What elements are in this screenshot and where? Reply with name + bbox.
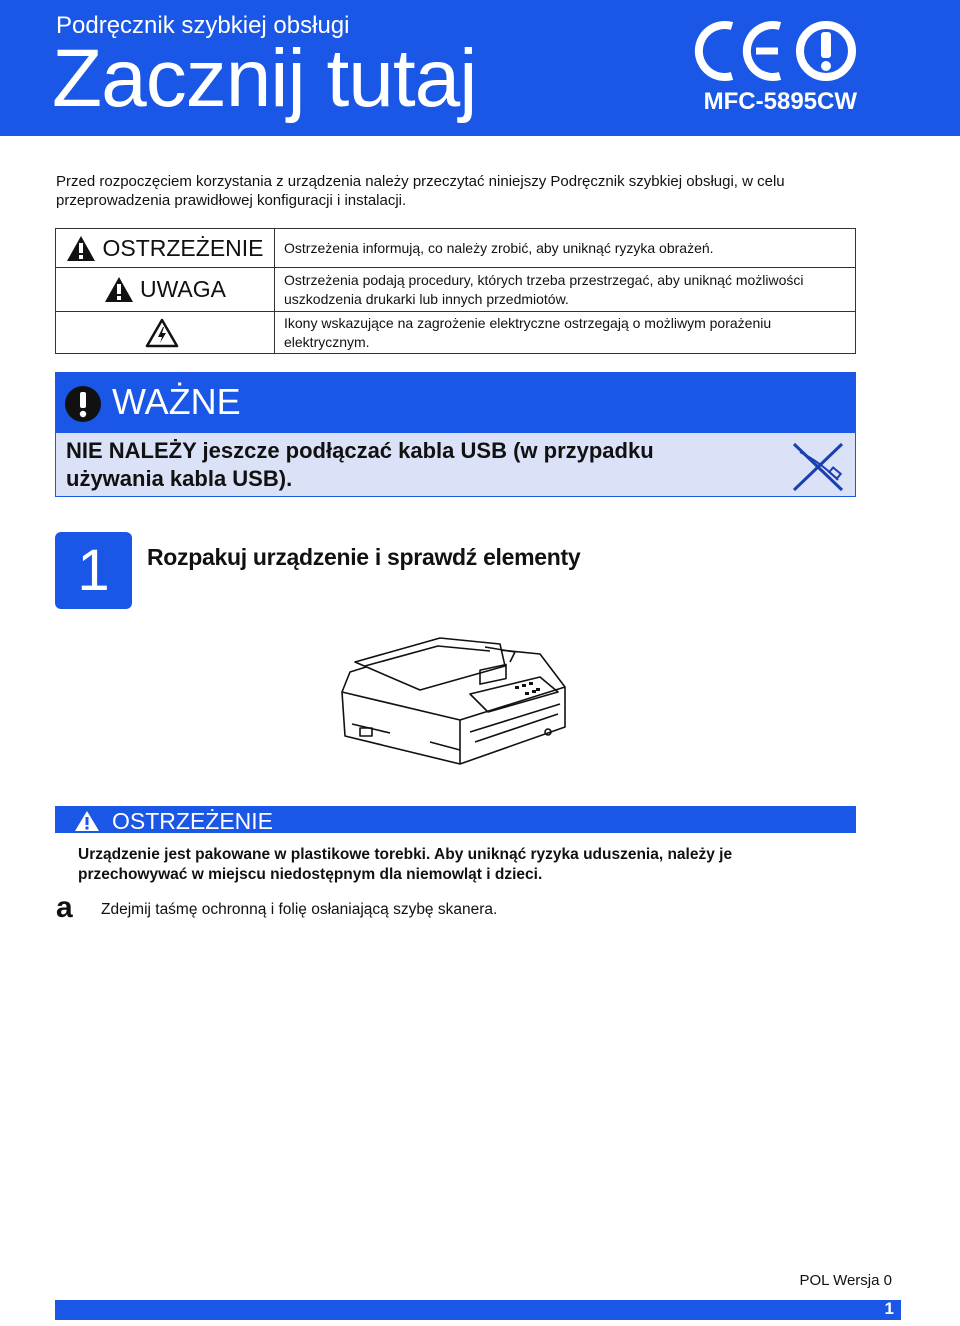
warning-triangle-icon: [66, 235, 96, 262]
warning-text: Urządzenie jest pakowane w plastikowe torebki. Aby uniknąć ryzyka uduszenia, należy je przechowywać w miejscu niedostępnym dla niemowląt i dzieci.: [78, 846, 733, 883]
model-number: MFC-5895CW: [703, 88, 857, 115]
warning-triangle-icon: [104, 276, 134, 303]
page-title: Zacznij tutaj: [52, 33, 477, 124]
warnings-label-cell: [56, 312, 275, 353]
footer-bar: [55, 1300, 901, 1320]
warnings-label: UWAGA: [139, 276, 227, 302]
important-text: NIE NALEŻY jeszcze podłączać kabla USB (w przypadku używania kabla USB).: [66, 438, 654, 491]
step-title: Rozpakuj urządzenie i sprawdź elementy: [147, 544, 581, 570]
no-usb-cable-icon: [790, 440, 846, 494]
warnings-description: Ostrzeżenia informują, co należy zrobić, aby uniknąć ryzyka obrażeń.: [284, 239, 714, 256]
warnings-label-cell: [56, 268, 275, 311]
electrical-hazard-icon: [145, 318, 179, 348]
exclamation-circle-icon: [64, 385, 102, 423]
substep-letter: a: [56, 891, 73, 924]
warnings-label: OSTRZEŻENIE: [102, 234, 264, 261]
important-title: WAŻNE: [112, 381, 241, 422]
warnings-row-electrical: [56, 312, 855, 353]
printer-illustration: [330, 632, 590, 782]
page-number: 1: [884, 1299, 894, 1318]
warnings-label-cell: [56, 229, 275, 267]
warning-title: OSTRZEŻENIE: [112, 808, 274, 834]
warnings-description: Ikony wskazujące na zagrożenie elektryczne ostrzegają o możliwym porażeniu elektrycznym.: [284, 314, 772, 350]
step-number: 1: [55, 532, 132, 609]
ce-alert-mark-icon: [692, 18, 858, 84]
warnings-row-ostrzezenie: [56, 229, 855, 268]
warning-triangle-icon: [74, 810, 100, 832]
intro-paragraph: Przed rozpoczęciem korzystania z urządzenia należy przeczytać niniejszy Podręcznik szybkiej obsługi, w celu przeprowadzenia prawidłowej konfiguracji i instalacji.: [56, 173, 785, 209]
substep-text: Zdejmij taśmę ochronną i folię osłaniającą szybę skanera.: [101, 901, 498, 918]
warnings-description: Ostrzeżenia podają procedury, których trzeba przestrzegać, aby uniknąć możliwości uszkodzenia drukarki lub innych przedmiotów.: [284, 271, 804, 307]
warnings-table: [55, 228, 856, 354]
warnings-row-uwaga: [56, 268, 855, 312]
guide-subtitle: Podręcznik szybkiej obsługi: [56, 12, 350, 39]
version-label: POL Wersja 0: [799, 1272, 892, 1289]
